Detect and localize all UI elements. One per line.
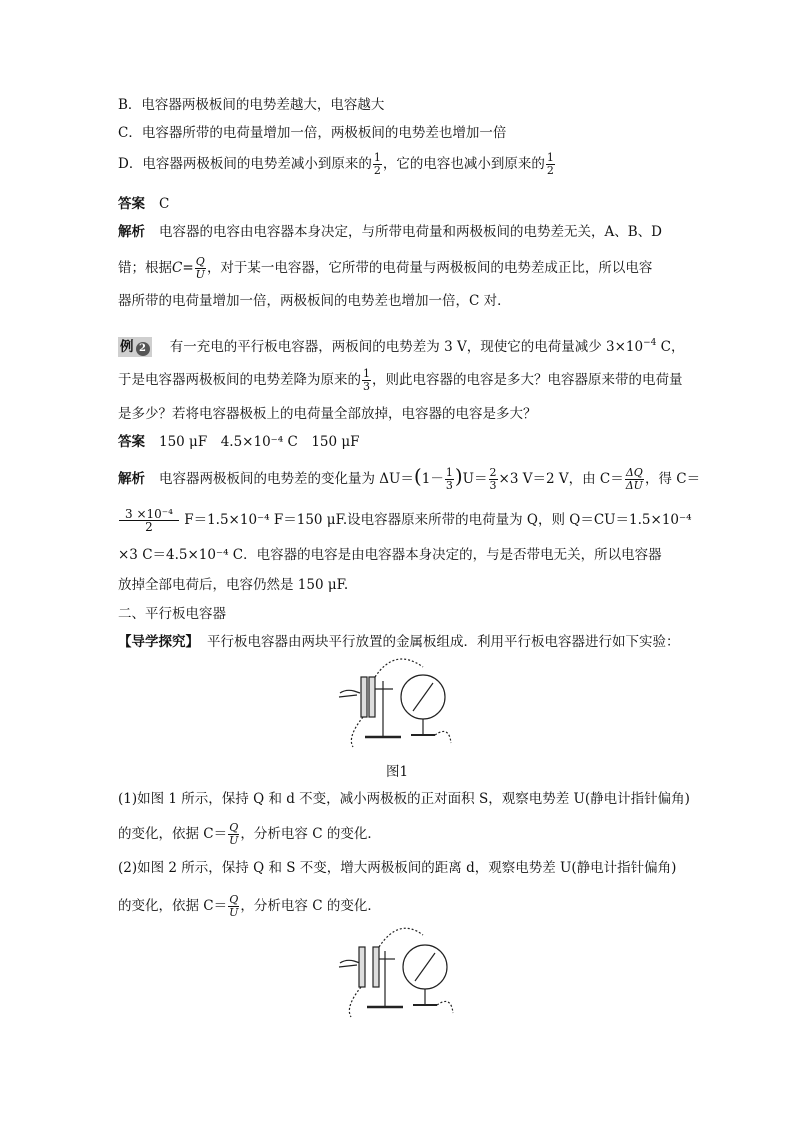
example-2-line3: 是多少？若将电容器极板上的电荷量全部放掉，电容器的电容是多大？: [118, 406, 537, 422]
item-2-line2: 的变化，依据 C＝ $\frac{Q}{U}$ ，分析电容 C 的变化．: [118, 893, 381, 919]
analysis-2-line4: 放掉全部电荷后，电容仍然是 150 μF.: [118, 577, 349, 593]
item-1-line2: 的变化，依据 C＝ $\frac{Q}{U}$ ，分析电容 C 的变化．: [118, 821, 381, 847]
figure-1-electrometer-apparatus: [335, 655, 465, 750]
analysis-2-line3: ×3 C＝4.5×10⁻⁴ C．电容器的电容是由电容器本身决定的，与是否带电无关，所以电容器: [118, 547, 662, 563]
guide-line: 【导学探究】 平行板电容器由两块平行放置的金属板组成．利用平行板电容器进行如下实验：: [118, 634, 680, 650]
answer-1: 答案 C: [118, 196, 170, 212]
option-b: B．电容器两极板间的电势差越大，电容越大: [118, 97, 385, 113]
analysis-1-line3: 器所带的电荷量增加一倍，两极板间的电势差也增加一倍，C 对．: [118, 293, 511, 309]
figure-1-caption: 图1: [385, 764, 409, 780]
example-2-line2: 于是电容器两极板间的电势差降为原来的 $\frac{1}{3}$ ，则此电容器的电容是多大？电容器原来带的电荷量: [118, 367, 683, 393]
section-title: 二、平行板电容器: [118, 606, 226, 622]
item-1-line1: (1)如图 1 所示，保持 Q 和 d 不变，减小两极板的正对面积 S，观察电势差 U(静电计指针偏角): [118, 791, 690, 807]
analysis-2-line1: 解析 电容器两极板间的电势差的变化量为 ΔU＝(1－ $\frac{1}{3}$ )U＝ $\frac{2}{3}$ ×3 V＝2 V，由 C＝ $\frac{\Delta Q}{\Delta U}$ ，得 C＝: [118, 464, 701, 492]
analysis-2-line2: $\frac{\text{3 ×10⁻⁴}}{2}$ F＝1.5×10⁻⁴ F＝150 μF.设电容器原来所带的电荷量为 Q，则 Q＝CU＝1.5×10⁻⁴: [118, 508, 692, 533]
example-tag: 例 2: [118, 337, 152, 357]
example-2-line1: 例 2 有一充电的平行板电容器，两板间的电势差为 3 V，现使它的电荷量减少 $3\times 10^{-4}$ C，: [120, 338, 685, 355]
fraction-half: $\frac{1}{2}$: [546, 151, 554, 177]
figure-2-electrometer-apparatus: [335, 925, 465, 1020]
analysis-1-line1: 解析 电容器的电容由电容器本身决定，与所带电荷量和两极板间的电势差无关，A、B、D: [118, 224, 662, 240]
analysis-1-line2: 错；根据C= $\frac{Q}{U}$ ，对于某一电容器，它所带的电荷量与两极板间的电势差成正比，所以电容: [118, 255, 653, 281]
item-2-line1: (2)如图 2 所示，保持 Q 和 S 不变，增大两极板间的距离 d，观察电势差 U(静电计指针偏角): [118, 860, 677, 876]
fraction-half: $\frac{1}{2}$: [373, 151, 381, 177]
option-c: C．电容器所带的电荷量增加一倍，两极板间的电势差也增加一倍: [118, 125, 507, 141]
answer-2: 答案 150 μF 4.5×10⁻⁴ C 150 μF: [118, 434, 360, 450]
option-d: D．电容器两极板间的电势差减小到原来的 $\frac{1}{2}$ ，它的电容也减小到原来的 $\frac{1}{2}$: [118, 151, 554, 177]
